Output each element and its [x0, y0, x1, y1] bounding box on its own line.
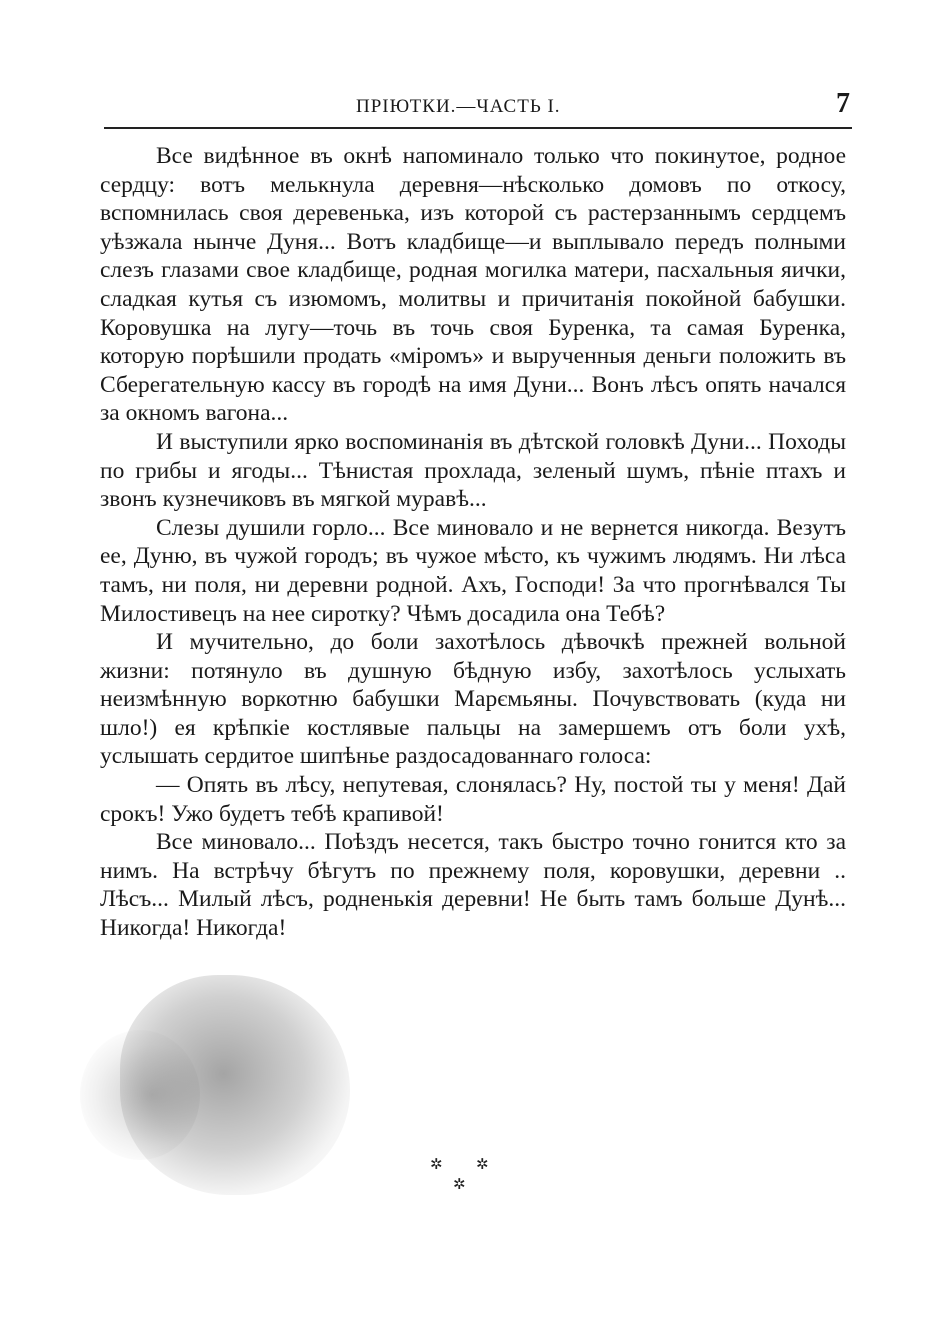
page-number: 7: [836, 88, 850, 119]
body-text: [100, 142, 846, 943]
page-header: [104, 88, 852, 128]
paragraph-3: Слезы душили горло... Все миновало и не вернется никогда. Везутъ ее, Дуню, въ чужой городъ; въ чужое мѣсто, къ чужимъ людямъ. Ни лѣса тамъ, ни поля, ни деревни родной. Ахъ, Господи! За что прогнѣвался Ты Милостивецъ на нее сиротку? Чѣмъ досадила она Тебѣ?: [100, 514, 846, 627]
paragraph-1: Все видѣнное въ окнѣ напоминало только что покинутое, родное сердцу: вотъ мелькнула деревня—нѣсколько домовъ по откосу, вспомнилась своя деревенька, изъ которой съ растерзаннымъ сердцемъ уѣзжала нынче Дуня... Вотъ кладбище—и выплывало передъ полными слезъ глазами свое кладбище, родная могилка матери, пасхальныя яички, сладкая кутья съ изюмомъ, молитвы и причитанія покойной бабушки. Коровушка на лугу—точь въ точь своя Буренка, та самая Буренка, которую порѣшили продать «міромъ» и вырученныя деньги положить въ Сберегательную кассу въ городѣ на имя Дуни... Вонъ лѣсъ опять начался за окномъ вагона...: [100, 143, 846, 427]
asterism-star-icon: ✲: [476, 1157, 489, 1173]
paper-stain: [120, 975, 350, 1195]
running-title: ПРІЮТКИ.—ЧАСТЬ I.: [356, 96, 561, 117]
paragraph-4: И мучительно, до боли захотѣлось дѣвочкѣ прежней вольной жизни: потянуло въ душную бѣдную избу, захотѣлось услыхать неизмѣнную воркотню бабушки Марємьяны. Почувствовать (куда ни шло!) ея крѣпкіе костлявые пальцы на замершемъ отъ боли ухѣ, услышать сердитое шипѣнье раздосадованнаго голоса:: [100, 629, 846, 770]
paper-stain: [80, 1030, 200, 1160]
section-ornament: [420, 1155, 500, 1195]
header-rule: [104, 127, 852, 129]
paragraph-5-dialogue: — Опять въ лѣсу, непутевая, слонялась? Ну, постой ты у меня! Дай срокъ! Ужо будетъ тебѣ крапивой!: [100, 772, 846, 827]
paragraph-6: Все миновало... Поѣздъ несется, такъ быстро точно гонится кто за нимъ. На встрѣчу бѣгутъ по прежнему поля, коровушки, деревни .. Лѣсъ... Милый лѣсъ, родненькія деревни! Не быть тамъ больше Дунѣ... Никогда! Никогда!: [100, 829, 846, 942]
paragraph-2: И выступили ярко воспоминанія въ дѣтской головкѣ Дуни... Походы по грибы и ягоды... Тѣнистая прохлада, зеленый шумъ, пѣніе птахъ и звонъ кузнечиковъ въ мягкой муравѣ...: [100, 428, 846, 513]
asterism-star-icon: ✲: [453, 1177, 466, 1193]
asterism-star-icon: ✲: [430, 1157, 443, 1173]
